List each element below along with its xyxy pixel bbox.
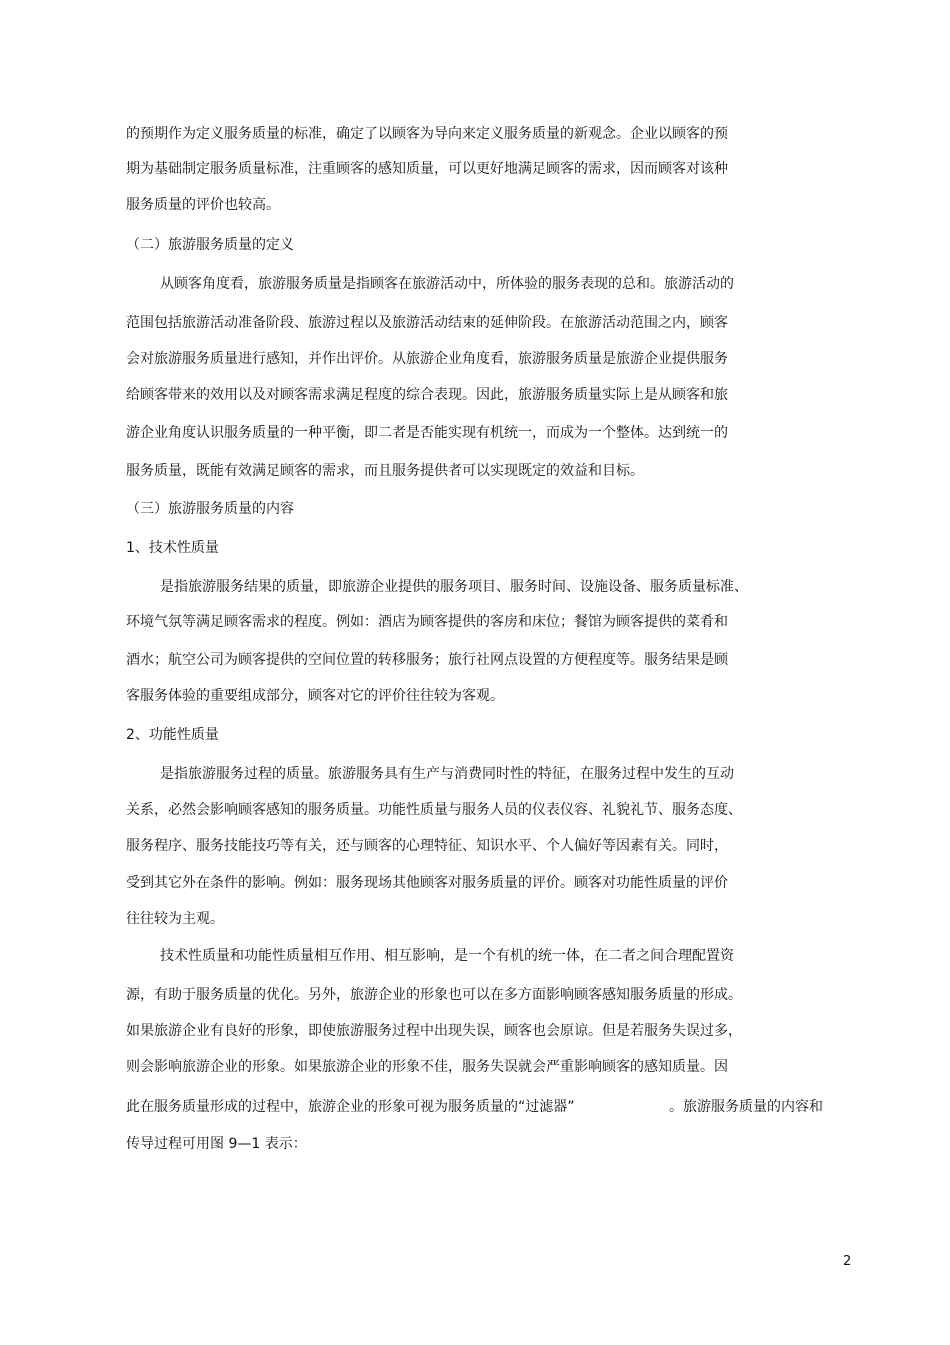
paragraph-line: 会对旅游服务质量进行感知，并作出评价。从旅游企业角度看，旅游服务质量是旅游企业提供服务 [126, 351, 728, 367]
paragraph-line: 客服务体验的重要组成部分，顾客对它的评价往往较为客观。 [126, 688, 504, 704]
paragraph-line: 此在服务质量形成的过程中，旅游企业的形象可视为服务质量的“过滤器” [126, 1099, 575, 1115]
paragraph-line: 从顾客角度看，旅游服务质量是指顾客在旅游活动中，所体验的服务表现的总和。旅游活动的 [160, 276, 734, 292]
paragraph-line: 源，有助于服务质量的优化。另外，旅游企业的形象也可以在多方面影响顾客感知服务质量的形成。 [126, 987, 742, 1003]
paragraph-line: 服务程序、服务技能技巧等有关，还与顾客的心理特征、知识水平、个人偏好等因素有关。同时， [126, 838, 728, 854]
paragraph-line: 环境气氛等满足顾客需求的程度。例如：酒店为顾客提供的客房和床位；餐馆为顾客提供的菜肴和 [126, 614, 728, 630]
paragraph-line: 的预期作为定义服务质量的标准，确定了以顾客为导向来定义服务质量的新观念。企业以顾客的预 [126, 126, 728, 142]
paragraph-line: 则会影响旅游企业的形象。如果旅游企业的形象不佳，服务失误就会严重影响顾客的感知质量。因 [126, 1059, 728, 1075]
paragraph-line: 是指旅游服务过程的质量。旅游服务具有生产与消费同时性的特征，在服务过程中发生的互动 [160, 766, 734, 782]
section-heading-definition: （二）旅游服务质量的定义 [126, 237, 294, 253]
paragraph-line: 传导过程可用图 9—1 表示： [126, 1136, 307, 1152]
paragraph-line: 期为基础制定服务质量标准，注重顾客的感知质量，可以更好地满足顾客的需求，因而顾客对该种 [126, 161, 728, 177]
page-number: 2 [843, 1254, 852, 1269]
paragraph-line: 受到其它外在条件的影响。例如：服务现场其他顾客对服务质量的评价。顾客对功能性质量的评价 [126, 875, 728, 891]
subheading-functional-quality: 2、功能性质量 [126, 727, 219, 743]
paragraph-line: 给顾客带来的效用以及对顾客需求满足程度的综合表现。因此，旅游服务质量实际上是从顾客和旅 [126, 387, 728, 403]
paragraph-line: 服务质量的评价也较高。 [126, 197, 280, 213]
subheading-technical-quality: 1、技术性质量 [126, 540, 219, 556]
paragraph-line: 关系，必然会影响顾客感知的服务质量。功能性质量与服务人员的仪表仪容、礼貌礼节、服务态度、 [126, 802, 742, 818]
paragraph-line: 技术性质量和功能性质量相互作用、相互影响，是一个有机的统一体，在二者之间合理配置资 [160, 948, 734, 964]
paragraph-line: 游企业角度认识服务质量的一种平衡，即二者是否能实现有机统一，而成为一个整体。达到统一的 [126, 425, 728, 441]
paragraph-line: 范围包括旅游活动准备阶段、旅游过程以及旅游活动结束的延伸阶段。在旅游活动范围之内，顾客 [126, 315, 728, 331]
paragraph-line: 如果旅游企业有良好的形象，即使旅游服务过程中出现失误，顾客也会原谅。但是若服务失误过多， [126, 1023, 742, 1039]
paragraph-line: 服务质量，既能有效满足顾客的需求，而且服务提供者可以实现既定的效益和目标。 [126, 463, 644, 479]
paragraph-line: 往往较为主观。 [126, 911, 224, 927]
section-heading-content: （三）旅游服务质量的内容 [126, 501, 294, 517]
paragraph-line: 是指旅游服务结果的质量，即旅游企业提供的服务项目、服务时间、设施设备、服务质量标准、 [160, 579, 748, 595]
paragraph-line-tail: 。旅游服务质量的内容和 [669, 1099, 823, 1115]
paragraph-line: 酒水；航空公司为顾客提供的空间位置的转移服务；旅行社网点设置的方便程度等。服务结果是顾 [126, 652, 728, 668]
